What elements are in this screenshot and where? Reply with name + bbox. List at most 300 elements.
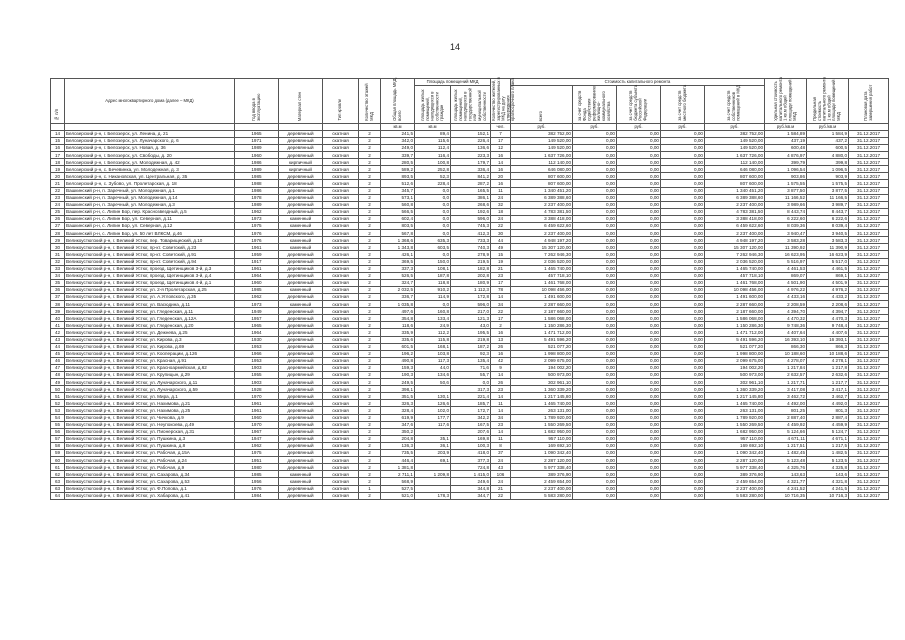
table-cell: 31.12.2017 — [849, 329, 889, 336]
table-cell: 16 393,10 — [765, 336, 807, 343]
table-cell: 344,7 — [451, 492, 491, 499]
table-cell: 1 998 800,00 — [705, 350, 765, 357]
table-cell: деревянный — [279, 435, 323, 442]
table-cell: 342,2 — [451, 414, 491, 421]
table-cell: 0,00 — [617, 471, 661, 478]
table-cell: 526,5 — [381, 272, 415, 279]
table-cell: 0,00 — [617, 357, 661, 364]
table-cell: деревянный — [279, 279, 323, 286]
table-cell: 179,7 — [451, 159, 491, 166]
table-cell: 903,86 — [765, 173, 807, 180]
table-cell: 903,9 — [807, 173, 849, 180]
table-cell: 2 099 675,00 — [705, 357, 765, 364]
table-cell: 1 — [359, 485, 381, 492]
table-cell: 6 222,60 — [765, 215, 807, 222]
table-cell: 9 — [491, 364, 511, 371]
table-cell: 2 887,4 — [807, 414, 849, 421]
table-cell: деревянный — [279, 428, 323, 435]
table-cell: 521,0 — [381, 492, 415, 499]
table-cell: 19 — [51, 166, 65, 173]
table-cell: 1961 — [235, 265, 279, 272]
table-cell: 0,00 — [617, 464, 661, 471]
table-cell: деревянный — [279, 329, 323, 336]
table-cell: 37 — [491, 450, 511, 457]
table-row — [51, 180, 889, 187]
table-cell: 2 711,1 — [381, 471, 415, 478]
table-cell: Великоустюгский р-н, г. Великий Устюг, ул. Красноармейская, д.62 — [65, 364, 235, 371]
unit-cell: кв.м — [381, 123, 415, 130]
table-cell: 1 415,0 — [451, 471, 491, 478]
table-cell: 71,6 — [451, 364, 491, 371]
table-cell: деревянный — [279, 450, 323, 457]
table-row — [51, 301, 889, 308]
table-cell: 1 209,8 — [415, 471, 451, 478]
table-cell: 190,3 — [381, 372, 415, 379]
table-cell: 10 188,6 — [807, 350, 849, 357]
table-cell: 0,00 — [573, 251, 617, 258]
table-cell: 21 — [491, 265, 511, 272]
table-cell: 4 976,22 — [765, 286, 807, 293]
table-cell: 0,00 — [573, 187, 617, 194]
table-cell: 1976 — [235, 237, 279, 244]
table-cell: 1978 — [235, 194, 279, 201]
table-row — [51, 137, 889, 144]
table-cell: 1986 — [235, 159, 279, 166]
table-cell: 0,00 — [573, 343, 617, 350]
table-cell: 100,8 — [415, 159, 451, 166]
table-cell: 437,2 — [807, 137, 849, 144]
table-row — [51, 208, 889, 215]
table-cell: 0,00 — [617, 322, 661, 329]
table-cell: 2 459 654,00 — [511, 478, 573, 485]
table-cell: 31.12.2017 — [849, 386, 889, 393]
table-cell: 0,00 — [661, 180, 705, 187]
table-cell: 600,5 — [807, 145, 849, 152]
table-cell: 14 — [491, 293, 511, 300]
table-cell: 0,00 — [573, 407, 617, 414]
table-cell: каменный — [279, 471, 323, 478]
table-cell: скатная — [323, 386, 359, 393]
table-cell: 1 461 768,00 — [705, 279, 765, 286]
table-cell: 5 124,7 — [807, 428, 849, 435]
table-cell: 31.12.2017 — [849, 279, 889, 286]
table-cell: 31.12.2017 — [849, 457, 889, 464]
table-cell: Белозерский р-н, г. Белозерск, ул. Новая, д. 36 — [65, 145, 235, 152]
table-cell: 807 600,00 — [705, 180, 765, 187]
table-cell: 27 — [51, 223, 65, 230]
table-cell: 219,8 — [451, 336, 491, 343]
table-cell: 204,8 — [381, 435, 415, 442]
table-cell: 336,4 — [451, 166, 491, 173]
table-cell: 0,00 — [617, 435, 661, 442]
table-cell: 1 586 068,00 — [511, 315, 573, 322]
table-cell: 1985 — [235, 286, 279, 293]
table-cell: 1959 — [235, 251, 279, 258]
table-cell: 1 465 740,00 — [511, 400, 573, 407]
table-cell: 31.12.2017 — [849, 414, 889, 421]
table-cell: 0,00 — [617, 223, 661, 230]
unit-cell: руб. — [617, 123, 661, 130]
table-cell: 1 471 712,00 — [705, 329, 765, 336]
table-cell: 0,00 — [661, 145, 705, 152]
table-cell: 398,1 — [381, 386, 415, 393]
unit-cell: чел. — [491, 123, 511, 130]
table-cell: Великоустюгский р-н, г. Великий Устюг, ул. Нахимова, д.25 — [65, 407, 235, 414]
table-cell: 418,0 — [451, 450, 491, 457]
table-cell: деревянный — [279, 130, 323, 137]
table-cell: 0,00 — [573, 173, 617, 180]
table-cell: 2 — [359, 173, 381, 180]
table-cell: скатная — [323, 286, 359, 293]
col-material: Материал стен — [279, 79, 323, 124]
table-cell: 54 — [51, 414, 65, 421]
table-cell: 34 — [491, 414, 511, 421]
table-cell: 0,00 — [661, 244, 705, 251]
table-row — [51, 386, 889, 393]
table-cell: 1917 — [235, 258, 279, 265]
table-cell: 2 — [359, 457, 381, 464]
table-cell: 2 — [359, 322, 381, 329]
col-reg-count: Количество жителей, зарегистрированных в МКД на дату утверждения краткосрочного плана — [491, 79, 511, 124]
table-cell: Великоустюгский р-н, г. Великий Устюг, ул. Гледенская, д.12А — [65, 315, 235, 322]
table-cell: 0,00 — [573, 286, 617, 293]
table-cell: 31.12.2017 — [849, 265, 889, 272]
table-cell: 3 989,7 — [807, 201, 849, 208]
table-cell: 7 262 946,30 — [511, 251, 573, 258]
table-cell: Великоустюгский р-н, г. Великий Устюг, проезд. Щетинщиков 4-й, д.1 — [65, 279, 235, 286]
table-cell: 324,7 — [381, 279, 415, 286]
table-cell: 31.12.2017 — [849, 159, 889, 166]
table-cell: 115,8 — [415, 336, 451, 343]
unit-cell: руб. — [573, 123, 617, 130]
table-cell: 17 — [491, 279, 511, 286]
table-cell: деревянный — [279, 272, 323, 279]
table-cell: 568,9 — [381, 478, 415, 485]
table-cell: 31.12.2017 — [849, 293, 889, 300]
table-cell: 31.12.2017 — [849, 357, 889, 364]
table-cell: 893,5 — [381, 173, 415, 180]
table-cell: 596,0 — [451, 301, 491, 308]
table-cell: 52,3 — [415, 173, 451, 180]
col-year: Год ввода в эксплуатацию — [235, 79, 279, 124]
table-cell: каменный — [279, 237, 323, 244]
table-cell: 2 237 400,00 — [705, 201, 765, 208]
table-cell: 31.12.2017 — [849, 251, 889, 258]
table-cell: 801,3 — [807, 407, 849, 414]
table-cell: 457 718,10 — [705, 272, 765, 279]
table-cell: 112 140,00 — [705, 159, 765, 166]
table-cell: 0,00 — [661, 471, 705, 478]
table-cell: 1 090 342,40 — [705, 450, 765, 457]
table-cell: 24 — [491, 215, 511, 222]
table-cell: 0,00 — [573, 329, 617, 336]
table-cell: 0,00 — [661, 386, 705, 393]
table-cell: Белозерский р-н, г. Белозерск, ул. Свободы, д. 20 — [65, 152, 235, 159]
table-row — [51, 450, 889, 457]
table-cell: Белозерский р-н, г. Белозерск, ул. Луначарского, д. 6 — [65, 137, 235, 144]
table-cell: 1 465 740,00 — [705, 265, 765, 272]
table-cell: 9 748,36 — [765, 322, 807, 329]
table-cell: 7 262 946,30 — [705, 251, 765, 258]
table-cell: 30 — [491, 230, 511, 237]
table-cell: 3 417,1 — [807, 386, 849, 393]
table-row — [51, 457, 889, 464]
table-cell: деревянный — [279, 379, 323, 386]
table-cell: 1928 — [235, 386, 279, 393]
table-cell: Великоустюгский р-н, г. Великий Устюг, пр-кт. Советский, д.94 — [65, 258, 235, 265]
table-cell: 263 131,00 — [705, 407, 765, 414]
table-cell: 25 — [51, 208, 65, 215]
table-cell: 344,8 — [451, 485, 491, 492]
table-cell: 1985 — [235, 471, 279, 478]
unit-cell: руб. — [511, 123, 573, 130]
table-cell: 149 520,00 — [705, 145, 765, 152]
table-cell: 0,00 — [661, 485, 705, 492]
table-cell: 0,00 — [617, 442, 661, 449]
table-cell: 18 — [51, 159, 65, 166]
table-row — [51, 251, 889, 258]
table-cell: 1 682 950,00 — [511, 428, 573, 435]
table-cell: 45 — [51, 350, 65, 357]
table-cell: 169 692,10 — [705, 442, 765, 449]
table-cell: 42 — [491, 357, 511, 364]
col-address: Адрес многоквартирного дома (далее – МКД) — [65, 79, 235, 124]
table-cell: 0,00 — [573, 145, 617, 152]
table-cell: 1985 — [235, 173, 279, 180]
table-cell: 31.12.2017 — [849, 130, 889, 137]
table-cell: кирпичный — [279, 166, 323, 173]
table-cell: 31.12.2017 — [849, 442, 889, 449]
table-cell: 0,00 — [661, 357, 705, 364]
table-cell: 0,0 — [415, 215, 451, 222]
table-cell: 1975 — [235, 223, 279, 230]
table-cell: 252,8 — [415, 166, 451, 173]
table-cell: 866,30 — [765, 343, 807, 350]
table-cell: 126,6 — [415, 400, 451, 407]
table-cell: 31.12.2017 — [849, 201, 889, 208]
table-cell: 589,2 — [381, 166, 415, 173]
table-cell: 11 — [491, 435, 511, 442]
table-cell: деревянный — [279, 180, 323, 187]
table-cell: скатная — [323, 492, 359, 499]
table-cell: 1967 — [235, 428, 279, 435]
table-cell: 0,00 — [573, 180, 617, 187]
table-cell: 0,00 — [661, 251, 705, 258]
table-cell: 5 583 280,00 — [511, 492, 573, 499]
table-cell: 0,00 — [661, 166, 705, 173]
table-cell: скатная — [323, 201, 359, 208]
table-cell: 336,7 — [381, 293, 415, 300]
table-cell: 377,3 — [451, 457, 491, 464]
table-cell: 221,4 — [451, 393, 491, 400]
table-cell: 1975 — [235, 450, 279, 457]
table-row — [51, 159, 889, 166]
table-row — [51, 435, 889, 442]
table-cell: 39 — [51, 308, 65, 315]
table-cell: 957 110,00 — [705, 435, 765, 442]
table-cell: 0,00 — [617, 251, 661, 258]
table-cell: 4 470,3 — [807, 315, 849, 322]
table-cell: 1 360 339,20 — [511, 386, 573, 393]
table-cell: деревянный — [279, 372, 323, 379]
table-cell: 4 325,76 — [765, 464, 807, 471]
table-cell: 0,00 — [661, 421, 705, 428]
table-cell: 0,00 — [573, 442, 617, 449]
table-cell: 389 376,90 — [511, 471, 573, 478]
table-cell: 0,00 — [573, 293, 617, 300]
table-cell — [415, 386, 451, 393]
table-cell: 160,8 — [415, 308, 451, 315]
table-cell: 223,3 — [451, 152, 491, 159]
table-cell: 207,6 — [451, 428, 491, 435]
table-cell: 2 — [359, 343, 381, 350]
table-cell: 337,3 — [381, 265, 415, 272]
col-floors: Количество этажей МКД — [359, 79, 381, 124]
table-cell: 0,00 — [661, 450, 705, 457]
table-cell: 2 — [359, 400, 381, 407]
table-cell: 0,00 — [573, 357, 617, 364]
table-cell: 22 — [491, 308, 511, 315]
table-cell: 5 977 338,40 — [705, 464, 765, 471]
table-cell: 841,2 — [451, 173, 491, 180]
table-cell: 2 — [359, 293, 381, 300]
table-cell: 35,1 — [415, 435, 451, 442]
table-cell: 202,8 — [451, 272, 491, 279]
table-cell: 1949 — [235, 308, 279, 315]
table-cell: 4 433,2 — [807, 293, 849, 300]
table-cell: 0,00 — [573, 457, 617, 464]
table-cell: скатная — [323, 208, 359, 215]
table-cell: 195,5 — [451, 329, 491, 336]
table-cell: скатная — [323, 173, 359, 180]
table-cell: 0,00 — [573, 315, 617, 322]
table-cell: 0,00 — [661, 428, 705, 435]
table-cell: 350,2 — [381, 428, 415, 435]
table-cell: 1 637 726,00 — [511, 152, 573, 159]
table-cell: 2 036 520,00 — [511, 258, 573, 265]
table-cell: Великоустюгский р-н, г. Великий Устюг, ул. Рабочая, д.9 — [65, 464, 235, 471]
table-cell: 178,3 — [415, 492, 451, 499]
table-cell: 0,00 — [661, 272, 705, 279]
table-row — [51, 272, 889, 279]
table-cell: 0,00 — [661, 265, 705, 272]
table-cell: деревянный — [279, 336, 323, 343]
table-cell: 24 — [51, 201, 65, 208]
table-cell: 46 — [51, 357, 65, 364]
table-cell: 114,9 — [415, 293, 451, 300]
table-cell: 228,4 — [415, 180, 451, 187]
table-cell: 4 433,16 — [765, 293, 807, 300]
table-cell: 31.12.2017 — [849, 372, 889, 379]
table-cell: скатная — [323, 343, 359, 350]
table-cell: 0,00 — [661, 137, 705, 144]
table-cell: Великоустюгский р-н, г. Великий Устюг, пер. Товарищеский, д.10 — [65, 237, 235, 244]
table-cell: 1 096,54 — [765, 166, 807, 173]
table-cell: 10 188,60 — [765, 350, 807, 357]
table-cell: 1960 — [235, 152, 279, 159]
table-cell: 2 887,40 — [765, 414, 807, 421]
table-cell: 369,5 — [381, 258, 415, 265]
table-cell: 182,8 — [451, 265, 491, 272]
table-cell: 0,00 — [661, 492, 705, 499]
table-cell: 1 550 269,50 — [511, 421, 573, 428]
table-cell: 3 417,08 — [765, 386, 807, 393]
table-cell: 31.12.2017 — [849, 435, 889, 442]
table-row — [51, 258, 889, 265]
table-cell: деревянный — [279, 187, 323, 194]
table-cell: 4 492,0 — [807, 400, 849, 407]
table-cell: 14 — [491, 159, 511, 166]
table-cell: 0,00 — [661, 350, 705, 357]
table-cell: 0,00 — [617, 279, 661, 286]
col-cost-local: за счет средств местного бюджета — [661, 86, 705, 124]
table-cell: 1961 — [235, 244, 279, 251]
table-cell: деревянный — [279, 457, 323, 464]
table-cell: 0,00 — [617, 272, 661, 279]
table-cell: 6 222,6 — [807, 215, 849, 222]
table-cell: 0,00 — [617, 173, 661, 180]
table-cell: 0,00 — [573, 215, 617, 222]
table-cell: 0,00 — [617, 372, 661, 379]
table-cell: 106 — [491, 471, 511, 478]
table-cell: 1956 — [235, 478, 279, 485]
table-cell: 382 752,00 — [705, 130, 765, 137]
table-cell: 4 461,5 — [807, 265, 849, 272]
table-cell: Вашкинский р-н, п. Заречный, ул. Молодежная, д.3 — [65, 201, 235, 208]
table-row — [51, 329, 889, 336]
table-cell: 646 080,00 — [705, 166, 765, 173]
table-cell: 31.12.2017 — [849, 301, 889, 308]
table-cell: 2 — [359, 166, 381, 173]
table-cell: 31.12.2017 — [849, 237, 889, 244]
table-cell: 302 961,10 — [511, 379, 573, 386]
table-cell: 3 940,47 — [765, 230, 807, 237]
table-cell: 0,00 — [573, 450, 617, 457]
table-cell: скатная — [323, 180, 359, 187]
table-cell: 1965 — [235, 322, 279, 329]
table-cell: 2 099 675,00 — [511, 357, 573, 364]
table-cell: деревянный — [279, 350, 323, 357]
table-cell: 1 343,8 — [381, 244, 415, 251]
table-row — [51, 215, 889, 222]
table-cell: 4 321,8 — [807, 478, 849, 485]
table-cell: 38 — [51, 301, 65, 308]
table-cell: 2 — [359, 350, 381, 357]
table-cell: скатная — [323, 372, 359, 379]
table-cell: 31.12.2017 — [849, 187, 889, 194]
table-row — [51, 308, 889, 315]
table-row — [51, 372, 889, 379]
table-cell: 0,00 — [573, 130, 617, 137]
table-cell: 21 — [491, 485, 511, 492]
table-cell: 0,00 — [617, 450, 661, 457]
table-cell: 2 — [359, 442, 381, 449]
table-cell: 2 — [359, 450, 381, 457]
table-cell: 112,2 — [415, 329, 451, 336]
table-cell: 58 — [51, 442, 65, 449]
table-cell: 3 940,5 — [807, 230, 849, 237]
table-cell: 1 217 145,80 — [511, 393, 573, 400]
table-cell: 389 376,90 — [705, 471, 765, 478]
table-cell: 0,00 — [573, 414, 617, 421]
table-cell: деревянный — [279, 357, 323, 364]
table-cell: 1962 — [235, 293, 279, 300]
table-cell: 0,00 — [661, 159, 705, 166]
table-cell: 0,0 — [415, 301, 451, 308]
table-cell: деревянный — [279, 414, 323, 421]
table-cell: 169,8 — [451, 435, 491, 442]
table-cell: 866,3 — [807, 343, 849, 350]
